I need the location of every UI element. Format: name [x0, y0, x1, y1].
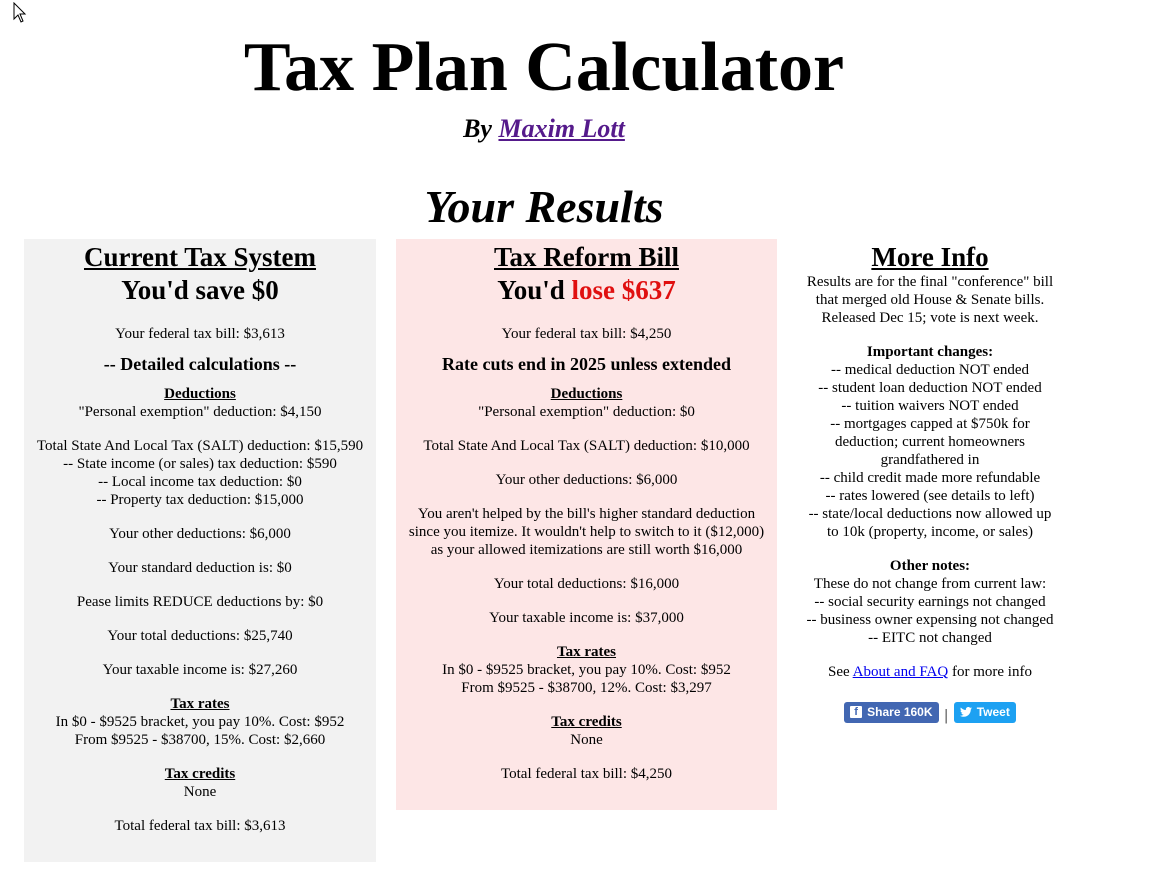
reform-total-deductions: Your total deductions: $16,000: [493, 576, 680, 592]
current-federal-bill: Your federal tax bill: $3,613: [115, 326, 285, 342]
current-taxable-income: Your taxable income is: $27,260: [102, 662, 298, 678]
change-item: -- medical deduction NOT ended: [831, 362, 1029, 378]
current-rate-2: From $9525 - $38700, 15%. Cost: $2,660: [74, 732, 326, 748]
page-title: Tax Plan Calculator: [243, 29, 845, 106]
important-changes-title: Important changes:: [866, 344, 994, 360]
about-faq-link[interactable]: About and FAQ: [852, 664, 949, 680]
other-note-item: These do not change from current law:: [813, 576, 1047, 592]
current-salt-property: -- Property tax deduction: $15,000: [96, 492, 304, 508]
more-info-heading: More Info: [871, 242, 989, 272]
reform-total-bill: Total federal tax bill: $4,250: [501, 766, 672, 782]
reform-save-text: [396, 273, 777, 307]
other-note-item: -- EITC not changed: [868, 630, 992, 646]
results-heading: Your Results: [424, 181, 664, 232]
current-standard-deduction: Your standard deduction is: $0: [108, 560, 292, 576]
byline: [0, 113, 1088, 145]
change-item: deduction; current homeowners: [835, 434, 1025, 450]
facebook-icon: f: [850, 706, 862, 718]
reform-other-deductions: Your other deductions: $6,000: [495, 472, 678, 488]
reform-itemize-note-1: You aren't helped by the bill's higher standard deduction: [417, 506, 756, 522]
current-tax-credits-title: Tax credits: [164, 766, 236, 782]
social-buttons: [795, 699, 1065, 725]
reform-salt-total: Total State And Local Tax (SALT) deduction: $10,000: [423, 438, 750, 454]
other-note-item: -- business owner expensing not changed: [806, 612, 1054, 628]
current-total-bill: Total federal tax bill: $3,613: [114, 818, 286, 834]
reform-federal-bill: Your federal tax bill: $4,250: [501, 326, 672, 342]
by-prefix: By: [463, 114, 492, 143]
current-other-deductions: Your other deductions: $6,000: [109, 526, 291, 542]
other-note-item: -- social security earnings not changed: [814, 594, 1046, 610]
reform-itemize-note-2: since you itemize. It wouldn't help to switch to it ($12,000): [408, 524, 765, 540]
detailed-calculations-title: -- Detailed calculations --: [103, 354, 297, 374]
reform-itemize-note-3: as your allowed itemizations are still worth $16,000: [430, 542, 743, 558]
reform-tax-credits-value: None: [570, 732, 603, 748]
more-info-panel: [795, 239, 1065, 725]
change-item: -- rates lowered (see details to left): [825, 488, 1035, 504]
current-save-text: You'd save $0: [121, 275, 279, 305]
current-total-deductions: Your total deductions: $25,740: [107, 628, 293, 644]
see-suffix: for more info: [951, 664, 1032, 680]
reform-taxable-income: Your taxable income is: $37,000: [489, 610, 684, 626]
reform-heading: Tax Reform Bill: [494, 242, 679, 272]
reform-rate-1: In $0 - $9525 bracket, you pay 10%. Cost: $952: [442, 662, 731, 678]
separator: |: [944, 707, 948, 724]
reform-personal-exemption: "Personal exemption" deduction: $0: [478, 404, 695, 420]
share-count-label: Share 160K: [867, 705, 933, 719]
reform-tax-rates-title: Tax rates: [556, 644, 617, 660]
reform-save-prefix: You'd: [497, 275, 565, 305]
info-intro-1: Results are for the final "conference" bill: [806, 274, 1054, 290]
change-item: -- tuition waivers NOT ended: [841, 398, 1019, 414]
current-tax-credits-value: None: [183, 784, 217, 800]
rate-cuts-note: Rate cuts end in 2025 unless extended: [441, 354, 732, 374]
twitter-icon: [960, 707, 972, 717]
facebook-share-button[interactable]: [844, 702, 938, 723]
author-link[interactable]: Maxim Lott: [498, 114, 625, 143]
info-intro-3: Released Dec 15; vote is next week.: [821, 310, 1039, 326]
tax-reform-bill-panel: [396, 239, 777, 810]
current-salt-state: -- State income (or sales) tax deduction: $590: [63, 456, 337, 472]
change-item: grandfathered in: [880, 452, 980, 468]
info-intro-2: that merged old House & Senate bills.: [815, 292, 1045, 308]
reform-rate-2: From $9525 - $38700, 12%. Cost: $3,297: [461, 680, 712, 696]
current-deductions-title: Deductions: [164, 386, 236, 402]
reform-lose-amount: lose $637: [571, 275, 676, 305]
change-item: -- mortgages capped at $750k for: [830, 416, 1030, 432]
tweet-button[interactable]: [954, 702, 1016, 723]
current-tax-rates-title: Tax rates: [170, 696, 230, 712]
other-notes-title: Other notes:: [889, 558, 971, 574]
current-salt-local: -- Local income tax deduction: $0: [98, 474, 302, 490]
tweet-label: Tweet: [976, 705, 1010, 719]
current-personal-exemption: "Personal exemption" deduction: $4,150: [78, 404, 322, 420]
see-prefix: See: [828, 664, 850, 680]
current-rate-1: In $0 - $9525 bracket, you pay 10%. Cost: $952: [55, 714, 345, 730]
mouse-pointer-icon: [13, 2, 29, 24]
change-item: -- student loan deduction NOT ended: [818, 380, 1042, 396]
current-tax-system-panel: [24, 239, 376, 862]
change-item: -- state/local deductions now allowed up: [808, 506, 1052, 522]
current-heading: Current Tax System: [83, 242, 317, 272]
change-item: -- child credit made more refundable: [819, 470, 1041, 486]
reform-tax-credits-title: Tax credits: [551, 714, 622, 730]
see-faq-line: [795, 663, 1065, 681]
change-item: to 10k (property, income, or sales): [826, 524, 1034, 540]
current-pease-limits: Pease limits REDUCE deductions by: $0: [76, 594, 324, 610]
reform-deductions-title: Deductions: [550, 386, 623, 402]
current-salt-total: Total State And Local Tax (SALT) deduction: $15,590: [36, 438, 364, 454]
